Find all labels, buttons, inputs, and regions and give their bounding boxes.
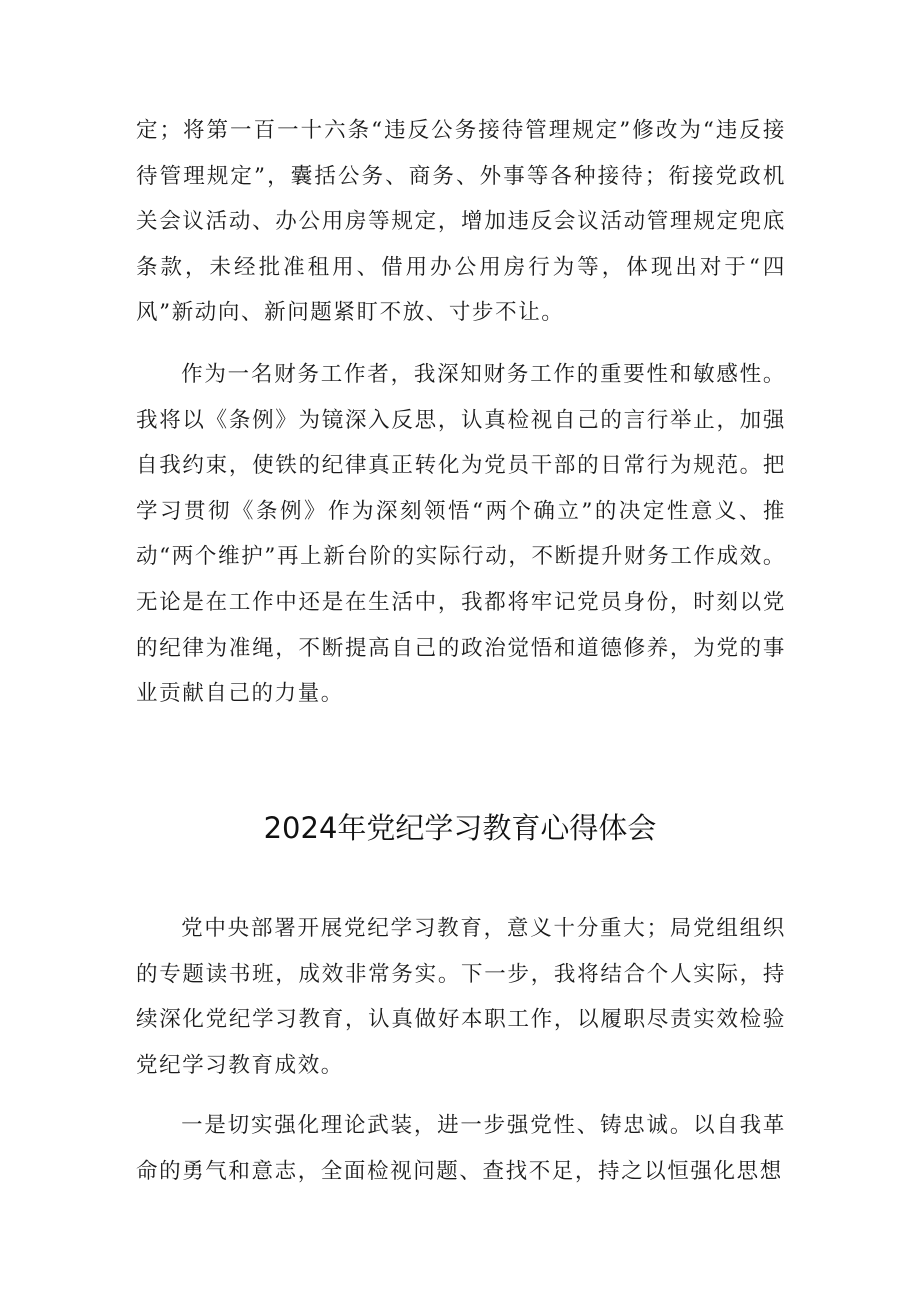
document-title: 2024年党纪学习教育心得体会 bbox=[263, 811, 657, 845]
paragraph-continued: 定；将第一百一十六条“违反公务接待管理规定”修改为“违反接待管理规定”，囊括公务、商务、外事等各种接待；衔接党政机关会议活动、办公用房等规定，增加违反会议活动管理规定兜底条款，未经批准租用、借用办公用房行为等，体现出对于“四风”新动向、新问题紧盯不放、寸步不让。 bbox=[136, 118, 786, 326]
paragraph-point-one: 一是切实强化理论武装，进一步强党性、铸忠诚。以自我革命的勇气和意志，全面检视问题、查找不足，持之以恒强化思想 bbox=[136, 1113, 786, 1184]
paragraph-intro: 党中央部署开展党纪学习教育，意义十分重大；局党组组织的专题读书班，成效非常务实。下一步，我将结合个人实际，持续深化党纪学习教育，认真做好本职工作，以履职尽责实效检验党纪学习教育成效。 bbox=[136, 916, 786, 1078]
paragraph-finance-worker: 作为一名财务工作者，我深知财务工作的重要性和敏感性。我将以《条例》为镜深入反思，认真检视自己的言行举止，加强自我约束，使铁的纪律真正转化为党员干部的日常行为规范。把学习贯彻《条例》作为深刻领悟“两个确立”的决定性意义、推动“两个维护”再上新台阶的实际行动，不断提升财务工作成效。无论是在工作中还是在生活中，我都将牢记党员身份，时刻以党的纪律为准绳，不断提高自己的政治觉悟和道德修养，为党的事业贡献自己的力量。 bbox=[136, 362, 786, 707]
